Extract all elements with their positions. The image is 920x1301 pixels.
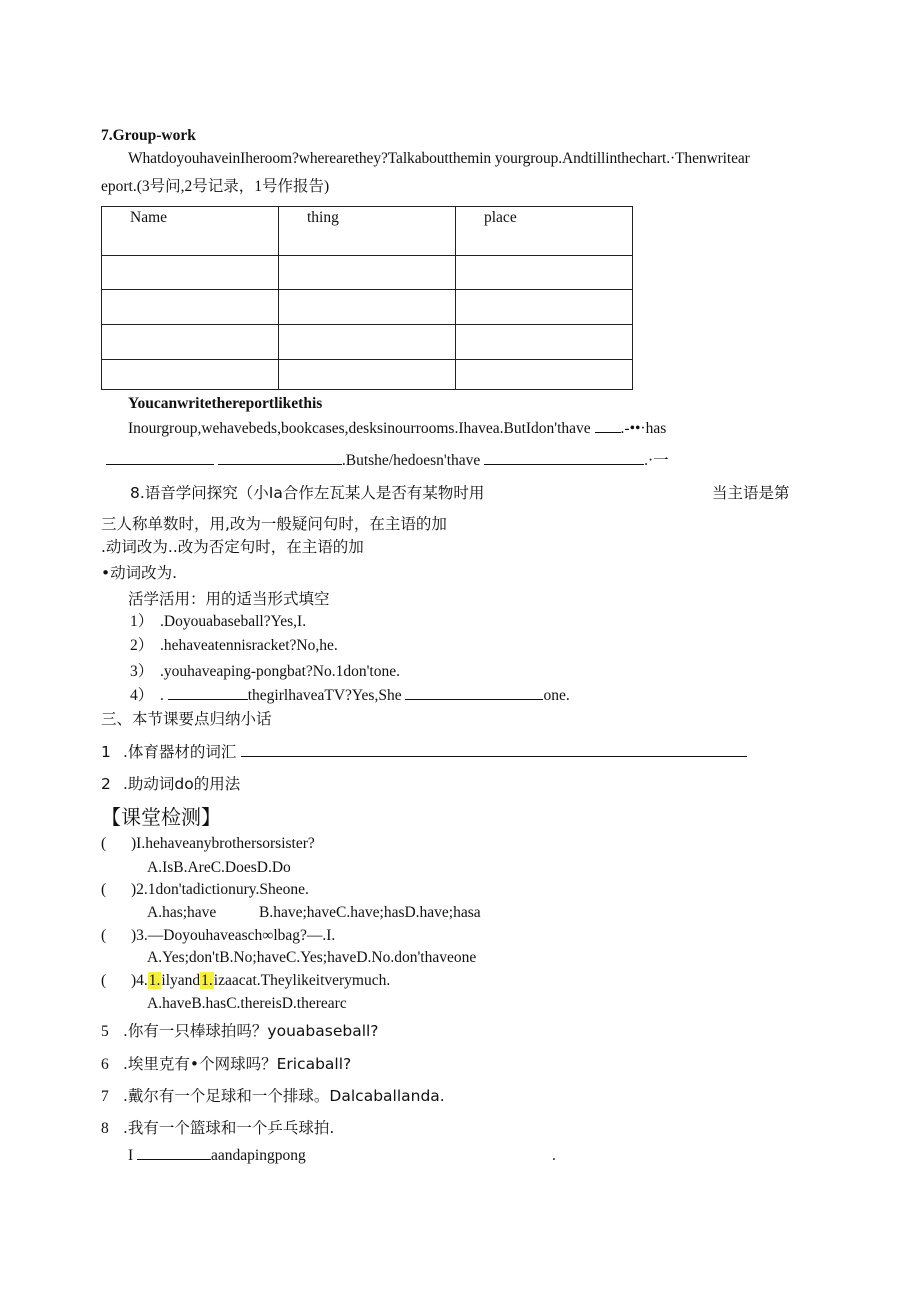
test-q4: ( )4.1.ilyand1.izaacat.Theylikeitverymuch. — [101, 972, 391, 989]
group-work-chart — [101, 206, 633, 390]
answer-blank[interactable] — [137, 1145, 211, 1160]
chart-cell[interactable] — [279, 325, 456, 360]
grammar-line2: 三人称单数时，用,改为一般疑问句时，在主语的加 — [101, 515, 447, 533]
test-q1: ( )I.hehaveanybrothersorsister? — [101, 835, 315, 852]
test-t8: 8 .我有一个篮球和一个乒乓球拍. — [101, 1119, 335, 1137]
chart-cell[interactable] — [102, 256, 279, 290]
chart-header-place: place — [456, 207, 633, 256]
practice-q3: 3） .youhaveaping-pongbat?No.1don'tone. — [130, 663, 400, 680]
summary-blank[interactable] — [241, 742, 747, 757]
practice-q1: 1） .Doyouabaseball?Yes,I. — [130, 613, 307, 630]
chart-cell[interactable] — [279, 256, 456, 290]
grammar-line3: .动词改为..改为否定句时，在主语的加 — [101, 538, 364, 556]
summary-item1: 1 .体育器材的词汇 — [101, 742, 747, 762]
grammar-line1-end: 当主语是第 — [712, 484, 790, 502]
chart-header-name: Name — [102, 207, 279, 256]
report-blank[interactable] — [218, 450, 342, 465]
summary-title: 三、本节课要点归纳小话 — [101, 710, 272, 728]
report-line2 — [106, 450, 669, 471]
group-work-instruction-line2: eport.(3号问,2号记录，1号作报告) — [101, 178, 330, 195]
chart-header-thing: thing — [279, 207, 456, 256]
chart-cell[interactable] — [456, 360, 633, 390]
group-work-title: 7.Group-work — [101, 127, 196, 144]
report-title: Youcanwritethereportlikethis — [128, 395, 323, 412]
grammar-line1: 8.语音学问探究（小Ia合作左瓦某人是否有某物时用 — [130, 484, 485, 502]
report-blank[interactable] — [595, 418, 621, 433]
test-q2: ( )2.1don'tadictionury.Sheone. — [101, 881, 309, 898]
chart-cell[interactable] — [102, 360, 279, 390]
chart-cell[interactable] — [456, 325, 633, 360]
report-line1-tail: .-••·has — [620, 420, 667, 437]
grammar-line4: •动词改为. — [101, 564, 178, 582]
test-t8-dot: . — [552, 1147, 556, 1164]
test-t8-answer: I aandapingpong — [128, 1147, 306, 1164]
report-blank[interactable] — [484, 450, 644, 465]
chart-cell[interactable] — [456, 256, 633, 290]
practice-title: 活学活用：用的适当形式填空 — [128, 590, 330, 608]
highlight: 1. — [148, 972, 161, 989]
practice-blank[interactable] — [168, 685, 248, 700]
test-q3-options: A.Yes;don'tB.No;haveC.Yes;haveD.No.don'thaveone — [147, 949, 477, 966]
highlight: 1. — [201, 972, 213, 989]
test-q2-options: A.has;have B.have;haveC.have;hasD.have;hasa — [147, 904, 481, 921]
chart-cell[interactable] — [279, 290, 456, 325]
test-title: 【课堂检测】 — [101, 805, 221, 829]
test-q3: ( )3.—Doyouhaveasch∞lbag?—.I. — [101, 927, 336, 944]
practice-q4: 4） . thegirlhaveaTV?Yes,She one. — [130, 687, 570, 704]
test-q1-options: A.IsB.AreC.DoesD.Do — [147, 859, 291, 876]
practice-blank[interactable] — [405, 685, 543, 700]
chart-cell[interactable] — [102, 325, 279, 360]
test-t6: 6 .埃里克有•个网球吗？Ericaball? — [101, 1055, 352, 1073]
report-line2-text: .Butshe/hedoesn'thave — [341, 452, 481, 469]
report-line2-tail: .·一 — [644, 452, 669, 469]
chart-cell[interactable] — [456, 290, 633, 325]
test-t7: 7 .戴尔有一个足球和一个排球。Dalcaballanda. — [101, 1087, 445, 1105]
chart-cell[interactable] — [102, 290, 279, 325]
practice-q2: 2） .hehaveatennisracket?No,he. — [130, 637, 338, 654]
report-line1 — [128, 418, 666, 439]
report-line1-text: Inourgroup,wehavebeds,bookcases,desksinourrooms.Ihavea.ButIdon'thave — [128, 420, 591, 437]
report-blank[interactable] — [106, 450, 214, 465]
summary-item2: 2 .助动词do的用法 — [101, 775, 241, 793]
group-work-instruction-line1: WhatdoyouhaveinIheroom?wherearethey?Talkaboutthemin yourgroup.Andtillinthechart.·Thenwritear — [128, 150, 750, 167]
test-t5: 5 .你有一只棒球拍吗？youabaseball? — [101, 1022, 379, 1040]
test-q4-options: A.haveB.hasC.thereisD.therearc — [147, 995, 347, 1012]
chart-cell[interactable] — [279, 360, 456, 390]
